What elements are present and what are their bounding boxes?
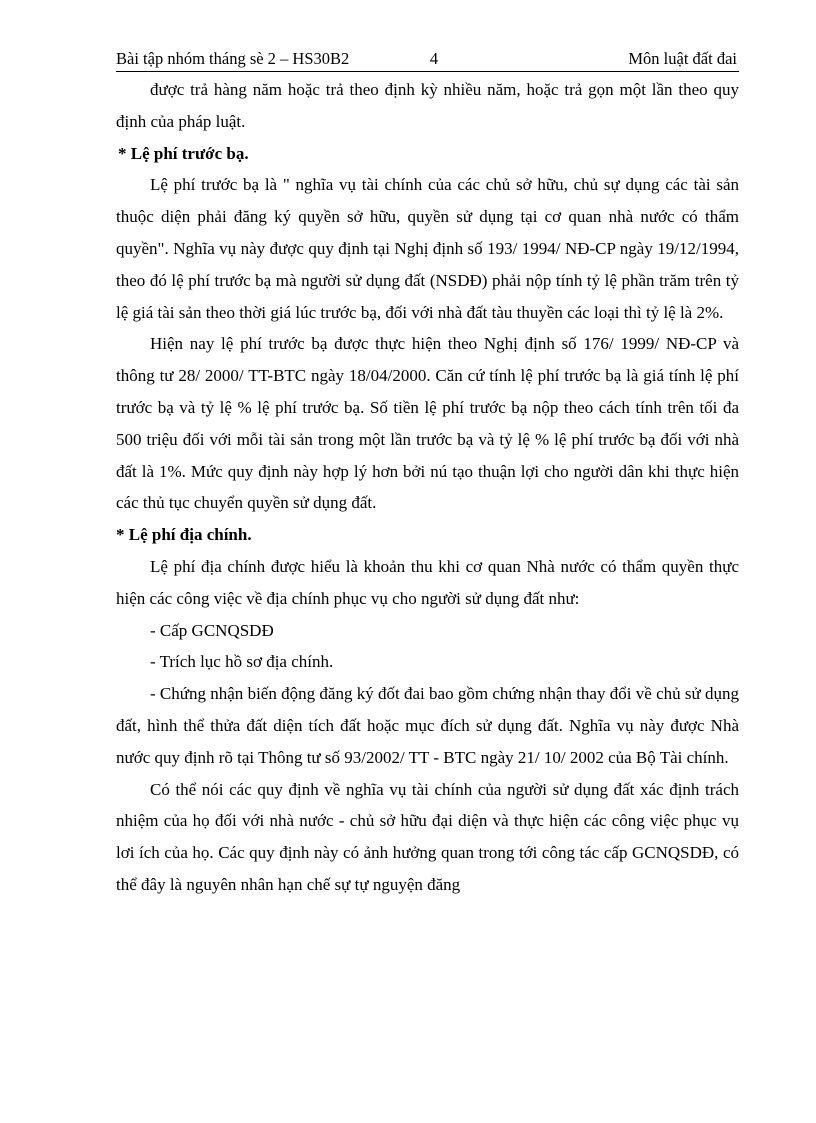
list-item-cap-gcnqsdd: - Cấp GCNQSDĐ	[150, 620, 274, 640]
document-body	[116, 74, 739, 901]
section-heading-dia-chinh: * Lệ phí địa chính.	[116, 525, 252, 545]
header-title-right: Môn luật đất đai	[628, 49, 737, 68]
list-item-trich-luc: - Trích lục hồ sơ địa chính.	[150, 652, 334, 672]
paragraph-truoc-ba-definition: Lệ phí trước bạ là " nghĩa vụ tài chính của các chủ sở hữu, chủ sự dụng các tài sản thuộc diện phải đăng ký quyền sở hữu, quyền sử dụng tại cơ quan nhà nước có thẩm quyền". Nghĩa vụ này được quy định tại Nghị định số 193/ 1994/ NĐ-CP ngày 19/12/1994, theo đó lệ phí trước bạ mà người sử dụng đất (NSDĐ) phải nộp tính tỷ lệ phần trăm trên tỷ lệ giá tài sản theo thời giá lúc trước bạ, đối với nhà đất tàu thuyền các loại thì tỷ lệ là 2%.	[116, 175, 739, 322]
paragraph-continuation: được trả hàng năm hoặc trả theo định kỳ nhiều năm, hoặc trả gọn một lần theo quy định của pháp luật.	[116, 80, 739, 131]
section-heading-truoc-ba: * Lệ phí trước bạ.	[118, 143, 249, 163]
paragraph-truoc-ba-current: Hiện nay lệ phí trước bạ được thực hiện theo Nghị định số 176/ 1999/ NĐ-CP và thông tư 28/ 2000/ TT-BTC ngày 18/04/2000. Căn cứ tính lệ phí trước bạ là giá tính lệ phí trước bạ và tỷ lệ % lệ phí trước bạ. Số tiền lệ phí trước bạ nộp theo cách tính trên tối đa 500 triệu đối với mỗi tài sản trong một lần trước bạ và tỷ lệ % lệ phí trước bạ đối với nhà đất là 1%. Mức quy định này hợp lý hơn bởi nú tạo thuận lợi cho người dân khi thực hiện các thủ tục chuyển quyền sử dụng đất.	[116, 334, 739, 513]
header-title-left: Bài tập nhóm tháng sè 2 – HS30B2	[116, 49, 350, 68]
page-header	[116, 47, 739, 72]
list-item-chung-nhan-bien-dong: - Chứng nhận biến động đăng ký đốt đai bao gồm chứng nhận thay đổi về chủ sử dụng đất, hình thể thửa đất diện tích đất hoặc mục đích sử dụng đất. Nghĩa vụ này được Nhà nước quy định rõ tại Thông tư số 93/2002/ TT - BTC ngày 21/ 10/ 2002 của Bộ Tài chính.	[116, 684, 739, 767]
paragraph-conclusion: Có thể nói các quy định về nghĩa vụ tài chính của người sử dụng đất xác định trách nhiệm của họ đối với nhà nước - chủ sở hữu đại diện và thực hiện các công việc phục vụ lơi ích của họ. Các quy định này có ảnh hưởng quan trong tới công tác cấp GCNQSDĐ, có thể đây là nguyên nhân hạn chế sự tự nguyện đăng	[116, 779, 739, 894]
paragraph-dia-chinh-definition: Lệ phí địa chính được hiểu là khoản thu khi cơ quan Nhà nước có thẩm quyền thực hiện các công việc về địa chính phục vụ cho người sử dụng đất như:	[116, 556, 739, 608]
page-number: 4	[429, 49, 439, 68]
